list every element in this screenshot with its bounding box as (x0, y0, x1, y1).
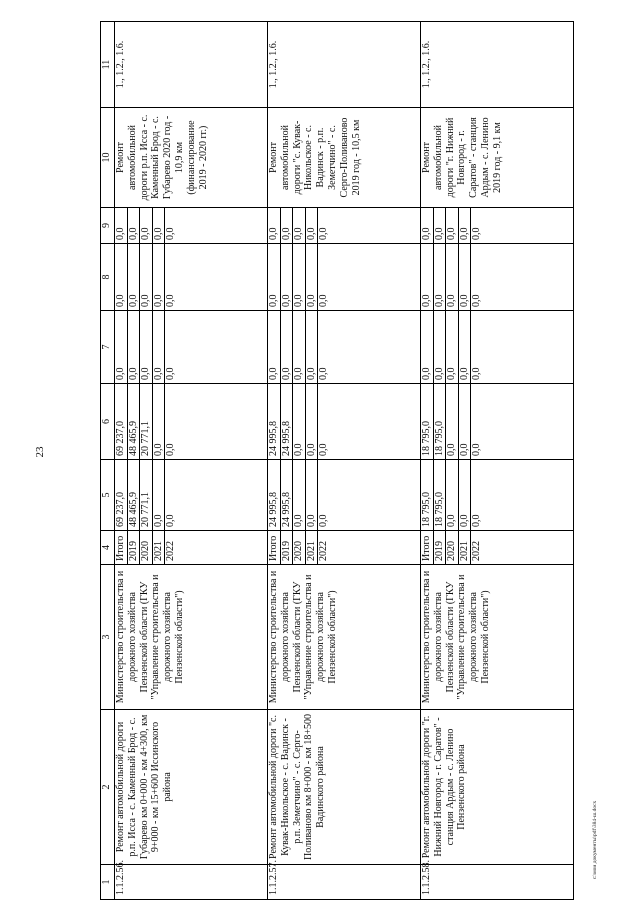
row-result: Ремонт автомобильной дороги р.п. Исса - с. Каменный Брод - с. Губарево 2020 год - 10,9 км (финансирование 2019 - 2020 гг.) (115, 108, 268, 208)
value-cell: 18 795,0 (421, 460, 434, 530)
value-cell: 0,0 (140, 244, 153, 310)
year-cell: 2022 (318, 541, 329, 561)
row-code: 1.1.2.58. (421, 865, 574, 900)
value-cell: 0,0 (446, 384, 459, 459)
col-header-5: 5 (101, 460, 115, 531)
value-cell: 0,0 (306, 384, 319, 459)
year-cell: 2022 (165, 541, 176, 561)
col-header-4: 4 (101, 531, 115, 565)
col-header-9: 9 (101, 208, 115, 244)
value-cell: 0,0 (471, 227, 482, 240)
value-cell: 0,0 (153, 460, 166, 530)
value-cell: 18 795,0 (434, 384, 447, 459)
value-cell: 0,0 (165, 294, 176, 307)
value-cell: 0,0 (446, 244, 459, 310)
year-cell: 2019 (128, 531, 141, 564)
value-cell: 69 237,0 (115, 460, 128, 530)
value-cell: 69 237,0 (115, 384, 128, 459)
value-cell: 20 771,1 (140, 384, 153, 459)
value-cell: 0,0 (115, 244, 128, 310)
value-cell: 0,0 (140, 208, 153, 243)
col-header-1: 1 (101, 865, 115, 900)
table-wrapper (100, 22, 600, 900)
row-col6 (421, 384, 574, 460)
value-cell: 0,0 (434, 311, 447, 383)
row-years (115, 531, 268, 565)
value-cell: 0,0 (153, 384, 166, 459)
value-cell: 0,0 (471, 367, 482, 380)
value-cell: 0,0 (471, 294, 482, 307)
value-cell: 0,0 (293, 311, 306, 383)
value-cell: 18 795,0 (434, 460, 447, 530)
col-header-11: 11 (101, 22, 115, 108)
value-cell: 0,0 (446, 208, 459, 243)
value-cell: 0,0 (293, 384, 306, 459)
value-cell: 0,0 (153, 208, 166, 243)
value-cell: 24 995,8 (281, 460, 294, 530)
header-row (101, 22, 115, 900)
value-cell: 24 995,8 (268, 460, 281, 530)
year-cell: 2019 (434, 531, 447, 564)
value-cell: 24 995,8 (268, 384, 281, 459)
row-col7 (115, 311, 268, 384)
value-cell: 0,0 (434, 244, 447, 310)
value-cell: 0,0 (421, 208, 434, 243)
value-cell: 0,0 (115, 311, 128, 383)
value-cell: 20 771,1 (140, 460, 153, 530)
year-cell: 2020 (446, 531, 459, 564)
row-executor: Министерство строительства и дорожного хозяйства Пензенской области (ГКУ "Управление строительства и дорожного хозяйства Пензенской области") (421, 565, 574, 710)
value-cell: 0,0 (268, 311, 281, 383)
value-cell: 0,0 (459, 311, 472, 383)
row-indicators: 1., 1.2., 1.6. (115, 22, 268, 108)
value-cell: 0,0 (281, 311, 294, 383)
value-cell: 0,0 (318, 514, 329, 527)
value-cell: 48 465,9 (128, 460, 141, 530)
page-number: 23 (34, 446, 46, 458)
row-col9 (268, 208, 421, 244)
value-cell: 0,0 (128, 244, 141, 310)
value-cell: 0,0 (128, 208, 141, 243)
row-name: Ремонт автомобильной дороги "с. Кувак-Никольское - с. Вадинск - р.п. Земетчино" - с. Серго-Поливаново км 8+000 - км 18+500 Вадинского района (268, 710, 421, 865)
col-header-3: 3 (101, 565, 115, 710)
value-cell: 0,0 (471, 443, 482, 456)
value-cell: 0,0 (471, 514, 482, 527)
value-cell: 0,0 (128, 311, 141, 383)
row-executor: Министерство строительства и дорожного хозяйства Пензенской области (ГКУ "Управление строительства и дорожного хозяйства Пензенской области") (268, 565, 421, 710)
value-cell: 0,0 (306, 208, 319, 243)
value-cell: 0,0 (293, 244, 306, 310)
value-cell: 0,0 (165, 227, 176, 240)
year-cell: 2020 (293, 531, 306, 564)
col-header-8: 8 (101, 244, 115, 311)
row-col8 (421, 244, 574, 311)
program-table (100, 21, 574, 900)
year-cell: 2019 (281, 531, 294, 564)
value-cell: 0,0 (115, 208, 128, 243)
row-executor: Министерство строительства и дорожного хозяйства Пензенской области (ГКУ "Управление строительства и дорожного хозяйства Пензенской области") (115, 565, 268, 710)
year-cell: 2021 (153, 531, 166, 564)
row-code: 1.1.2.56. (115, 865, 268, 900)
row-col8 (268, 244, 421, 311)
row-col5 (268, 460, 421, 531)
row-name: Ремонт автомобильной дороги р.п. Исса - с. Каменный Брод - с. Губарево км 0+000 - км 4+300, км 9+000 - км 15+600 Иссинского района (115, 710, 268, 865)
year-cell: Итого (421, 531, 434, 564)
value-cell: 0,0 (306, 244, 319, 310)
table-row (115, 22, 268, 900)
row-col6 (115, 384, 268, 460)
row-name: Ремонт автомобильной дороги "г. Нижний Новгород - г. Саратов" - станция Ардым - с. Ленино Пензенского района (421, 710, 574, 865)
value-cell: 0,0 (293, 208, 306, 243)
row-code: 1.1.2.57. (268, 865, 421, 900)
year-cell: 2020 (140, 531, 153, 564)
value-cell: 0,0 (306, 460, 319, 530)
value-cell: 0,0 (421, 244, 434, 310)
table-row (268, 22, 421, 900)
value-cell: 0,0 (459, 208, 472, 243)
value-cell: 0,0 (140, 311, 153, 383)
row-col9 (115, 208, 268, 244)
row-col7 (268, 311, 421, 384)
value-cell: 0,0 (318, 294, 329, 307)
value-cell: 0,0 (268, 244, 281, 310)
value-cell: 0,0 (459, 244, 472, 310)
row-col5 (421, 460, 574, 531)
col-header-10: 10 (101, 108, 115, 208)
value-cell: 0,0 (318, 367, 329, 380)
row-col7 (421, 311, 574, 384)
row-col9 (421, 208, 574, 244)
value-cell: 18 795,0 (421, 384, 434, 459)
col-header-7: 7 (101, 311, 115, 384)
value-cell: 0,0 (268, 208, 281, 243)
row-col8 (115, 244, 268, 311)
row-col5 (115, 460, 268, 531)
year-cell: 2022 (471, 541, 482, 561)
value-cell: 0,0 (459, 384, 472, 459)
value-cell: 0,0 (421, 311, 434, 383)
value-cell: 0,0 (318, 227, 329, 240)
value-cell: 24 995,8 (281, 384, 294, 459)
value-cell: 0,0 (318, 443, 329, 456)
value-cell: 48 465,9 (128, 384, 141, 459)
row-years (421, 531, 574, 565)
value-cell: 0,0 (165, 443, 176, 456)
rotated-page (100, 22, 600, 900)
year-cell: Итого (115, 531, 128, 564)
footer-file-path: c:\мои документы\pdf\384-ш.docx (592, 800, 598, 880)
row-result: Ремонт автомобильной дороги "с. Кувак-Никольское - с. Вадинск - р.п. Земетчино" - с. Серго-Поливаново 2019 год - 10,5 км (268, 108, 421, 208)
year-cell: 2021 (306, 531, 319, 564)
table-row (421, 22, 574, 900)
value-cell: 0,0 (281, 208, 294, 243)
value-cell: 0,0 (446, 311, 459, 383)
row-col6 (268, 384, 421, 460)
value-cell: 0,0 (459, 460, 472, 530)
row-years (268, 531, 421, 565)
col-header-2: 2 (101, 710, 115, 865)
value-cell: 0,0 (165, 514, 176, 527)
col-header-6: 6 (101, 384, 115, 460)
year-cell: Итого (268, 531, 281, 564)
row-indicators: 1., 1.2., 1.6. (268, 22, 421, 108)
row-result: Ремонт автомобильной дороги "г. Нижний Новгород - г. Саратов" - станция Ардым - с. Ленино 2019 год - 9,1 км (421, 108, 574, 208)
year-cell: 2021 (459, 531, 472, 564)
value-cell: 0,0 (293, 460, 306, 530)
value-cell: 0,0 (306, 311, 319, 383)
value-cell: 0,0 (153, 311, 166, 383)
value-cell: 0,0 (281, 244, 294, 310)
value-cell: 0,0 (446, 460, 459, 530)
value-cell: 0,0 (434, 208, 447, 243)
value-cell: 0,0 (153, 244, 166, 310)
row-indicators: 1., 1.2., 1.6. (421, 22, 574, 108)
value-cell: 0,0 (165, 367, 176, 380)
